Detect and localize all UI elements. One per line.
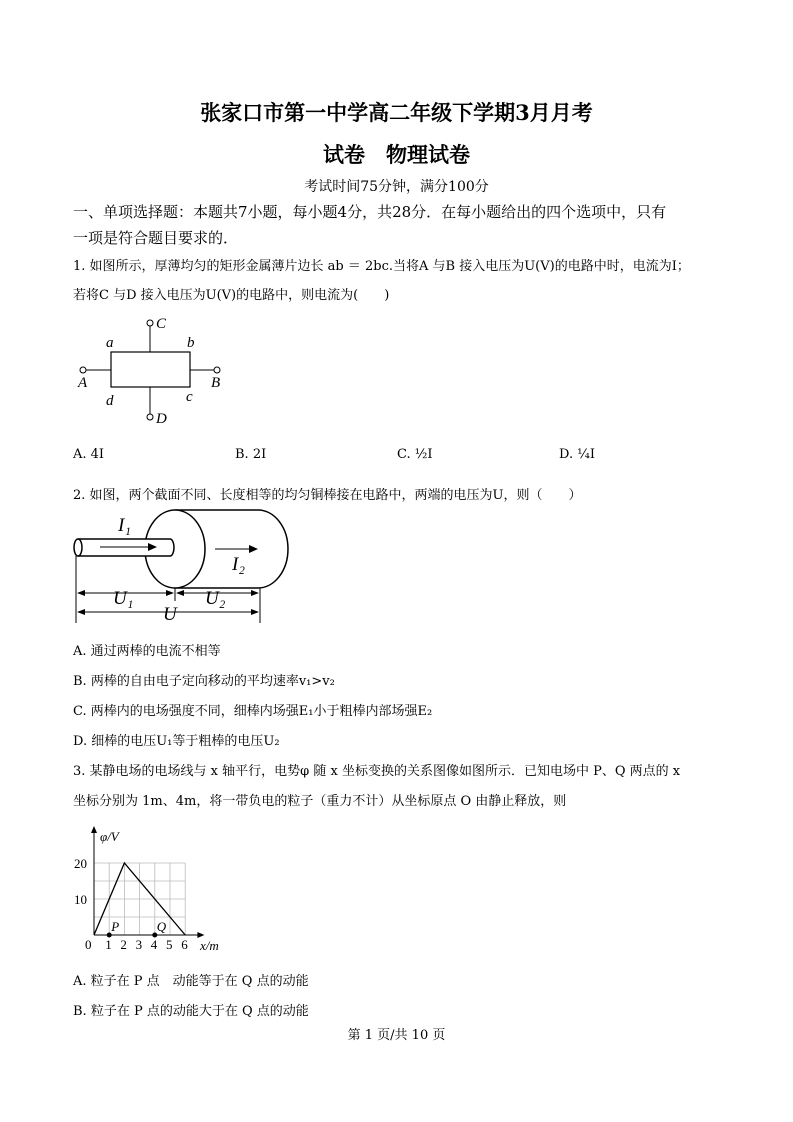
label-D: D <box>156 411 167 427</box>
q1-option-c[interactable]: C. ½I <box>397 447 433 462</box>
q1-option-d[interactable]: D. ¼I <box>559 447 595 462</box>
x-axis-label: x/m <box>200 938 219 953</box>
label-c: c <box>186 389 193 405</box>
label-b: b <box>187 335 195 351</box>
label-d: d <box>106 393 114 409</box>
q3-option-a[interactable]: A. 粒子在 P 点 动能等于在 Q 点的动能 <box>73 974 309 989</box>
point-label-P: P <box>111 919 120 934</box>
x-tick-label: 1 <box>105 937 112 952</box>
label-A: A <box>78 375 88 391</box>
label-I2: I₂ <box>232 554 245 575</box>
label-B: B <box>211 375 221 391</box>
q1-stem-cont: 若将C 与D 接入电压为U(V)的电路中，则电流为( ) <box>73 288 390 303</box>
q3-potential-graph <box>60 820 240 960</box>
label-U2: U₂ <box>205 588 226 609</box>
q3-option-b[interactable]: B. 粒子在 P 点的动能大于在 Q 点的动能 <box>73 1004 309 1019</box>
q2-option-d[interactable]: D. 细棒的电压U₁等于粗棒的电压U₂ <box>73 734 280 749</box>
exam-info: 考试时间75分钟，满分100分 <box>304 179 489 195</box>
x-tick-label: 3 <box>135 937 143 952</box>
x-tick-label: 2 <box>120 937 127 952</box>
label-C: C <box>156 316 167 332</box>
q2-figure <box>65 505 305 635</box>
x-tick-label: 0 <box>85 937 92 952</box>
label-a: a <box>106 335 114 351</box>
y-axis-arrow <box>91 826 97 833</box>
y-axis-label: φ/V <box>100 829 119 844</box>
q1-stem: 1. 如图所示，厚薄均匀的矩形金属薄片边长 ab ＝ 2bc.当将A 与B 接入电压为U(V)的电路中时，电流为I； <box>73 259 690 274</box>
q2-option-b[interactable]: B. 两棒的自由电子定向移动的平均速率v₁>v₂ <box>73 674 335 689</box>
q1-figure <box>70 310 240 430</box>
x-tick-label: 5 <box>166 937 173 952</box>
q3-stem: 3. 某静电场的电场线与 x 轴平行，电势φ 随 x 坐标变换的关系图像如图所示．已知电场中 P、Q 两点的 x <box>73 764 681 779</box>
page-footer: 第 1 页/共 10 页 <box>347 1028 446 1043</box>
point-label-Q: Q <box>156 919 167 934</box>
label-U: U <box>163 604 177 625</box>
q2-stem: 2. 如图，两个截面不同、长度相等的均匀铜棒接在电路中，两端的电压为U，则（ ） <box>73 488 582 503</box>
q2-option-a[interactable]: A. 通过两棒的电流不相等 <box>73 644 221 659</box>
title-line2: 试卷 物理试卷 <box>323 142 470 167</box>
x-tick-label: 6 <box>181 937 188 952</box>
q1-option-b[interactable]: B. 2I <box>235 447 267 462</box>
section-heading-cont: 一项是符合题目要求的． <box>73 229 239 247</box>
q3-stem-cont: 坐标分别为 1m、4m，将一带负电的粒子（重力不计）从坐标原点 O 由静止释放，则 <box>73 794 567 809</box>
q2-option-c[interactable]: C. 两棒内的电场强度不同，细棒内场强E₁小于粗棒内部场强E₂ <box>73 704 433 719</box>
label-I1: I₁ <box>118 515 131 536</box>
title-line1: 张家口市第一中学高二年级下学期3月月考 <box>200 100 593 125</box>
label-U1: U₁ <box>113 588 134 609</box>
y-tick-label: 10 <box>74 892 87 907</box>
section-heading: 一、单项选择题：本题共7小题，每小题4分，共28分．在每小题给出的四个选项中，只有 <box>73 203 667 221</box>
y-tick-label: 20 <box>74 856 87 871</box>
q1-option-a[interactable]: A. 4I <box>73 447 105 462</box>
x-tick-label: 4 <box>150 937 158 952</box>
